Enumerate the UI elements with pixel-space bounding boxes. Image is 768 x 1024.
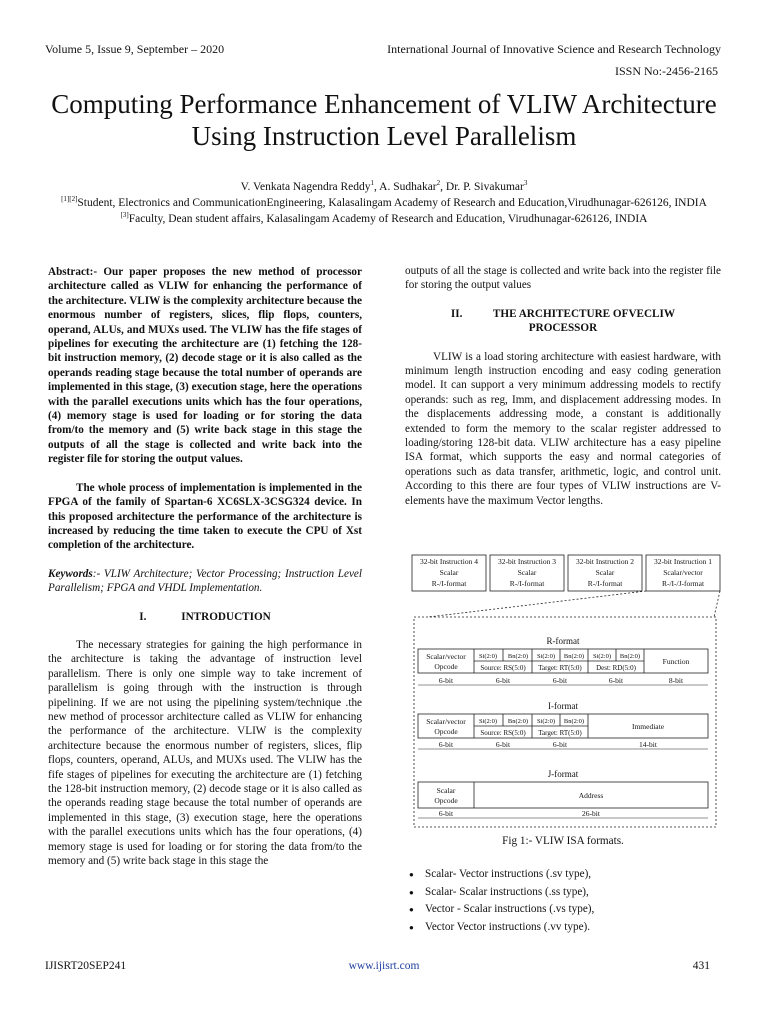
rformat-title: R-format xyxy=(546,636,580,646)
iformat-op1: Scalar/vector xyxy=(426,717,466,726)
section-2-heading xyxy=(405,307,721,336)
rformat-bit-2: 6-bit xyxy=(495,676,511,685)
issn: ISSN No:-2456-2165 xyxy=(614,64,718,78)
instr1-l1: 32-bit Instruction 1 xyxy=(654,557,712,566)
rformat-dst: Dest: RD(5:0) xyxy=(596,664,636,672)
instr4-l2: Scalar xyxy=(439,568,459,577)
journal-name: International Journal of Innovative Science and Research Technology xyxy=(387,42,721,56)
instr1-l2: Scalar/vector xyxy=(663,568,703,577)
keywords-label: Keywords xyxy=(48,567,93,580)
instr4-l3: R-/I-format xyxy=(431,579,467,588)
author-1: V. Venkata Nagendra Reddy xyxy=(240,181,371,193)
rformat-b2: Bn(2:0) xyxy=(563,653,585,660)
spacer xyxy=(48,467,362,481)
keywords xyxy=(48,567,362,596)
jformat-addr: Address xyxy=(578,791,604,800)
section-1-heading xyxy=(48,610,362,624)
iformat-tgt: Target: RT(5:0) xyxy=(538,729,582,737)
journal-website-link[interactable]: www.ijisrt.com xyxy=(348,960,420,972)
iformat-bit-1: 6-bit xyxy=(438,740,454,749)
list-item: ● Scalar- Vector instructions (.sv type), xyxy=(405,866,725,884)
rformat-b3: Bn(2:0) xyxy=(619,653,641,660)
affiliation-2-text: Faculty, Dean student affairs, Kalasalingam Academy of Research and Education, Virudhunagar-626126, INDIA xyxy=(128,213,648,225)
authors-block xyxy=(40,180,728,228)
iformat-s2: Si(2:0) xyxy=(536,718,556,725)
section-1-number: I. xyxy=(139,610,147,623)
abstract-paragraph-2: The whole process of implementation is implemented in the FPGA of the family of Spartan-6 XC6SLX-3CSG324 device. In this proposed architecture the performance of the architecture is increased by reducing the time taken to execute the CPU of Xst completion of the architecture. xyxy=(48,481,362,552)
jformat-title: J-format xyxy=(547,769,579,779)
rformat-s2: Si(2:0) xyxy=(536,653,556,660)
iformat-op2: Opcode xyxy=(434,727,458,736)
section-2-number: II. xyxy=(450,307,463,320)
rformat-bit-3: 6-bit xyxy=(552,676,568,685)
instr1-l3: R-/I-/J-format xyxy=(661,579,705,588)
instr2-l1: 32-bit Instruction 2 xyxy=(576,557,634,566)
author-2: , A. Sudhakar xyxy=(374,181,437,193)
rformat-bit-1: 6-bit xyxy=(438,676,454,685)
jformat-op1: Scalar xyxy=(436,786,456,795)
affiliation-1-text: Student, Electronics and CommunicationEngineering, Kalasalingam Academy of Research and Education,Virudhunagar-626126, INDIA xyxy=(77,197,707,209)
left-column xyxy=(48,265,362,868)
rformat-bit-5: 8-bit xyxy=(668,676,684,685)
list-item: ● Vector Vector instructions (.vv type). xyxy=(405,919,725,937)
journal-volume: Volume 5, Issue 9, September – 2020 xyxy=(45,42,225,56)
list-item: ● Vector - Scalar instructions (.vs type), xyxy=(405,901,725,919)
rformat-op1: Scalar/vector xyxy=(426,652,466,661)
instruction-type-list xyxy=(405,866,725,936)
rformat-op2: Opcode xyxy=(434,662,458,671)
rformat-tgt: Target: RT(5:0) xyxy=(538,664,582,672)
section-1-title: INTRODUCTION xyxy=(181,610,271,623)
rformat-s3: Si(2:0) xyxy=(592,653,612,660)
spacer xyxy=(405,293,721,307)
instr3-l3: R-/I-format xyxy=(509,579,545,588)
affiliation-1-mark: [1][2] xyxy=(61,195,78,204)
affiliation-2-mark: [3] xyxy=(120,211,129,220)
jformat-box xyxy=(418,782,708,808)
dashed-link-right xyxy=(714,591,720,617)
paper-id: IJISRT20SEP241 xyxy=(45,960,127,972)
instr3-l2: Scalar xyxy=(517,568,537,577)
jformat-bit-1: 6-bit xyxy=(438,809,454,818)
architecture-paragraph: VLIW is a load storing architecture with easiest hardware, with minimum length instruction encoding and easy coding generation model. It can support a very minimum addressing models to rectify operands: such as reg, Imm, and displacement addressing modes. In the displacements addressing mode, a constant is additionally extended to form the memory to the scalar register addressed to loading/storing 128-bit data. VLIW architecture has a easy pipeline ISA format, which supports the easy and normal categories of operations such as data transfer, arithmetic, logic, and control unit. According to this there are four types of VLIW instructions are V- elements have the maximum Vector lengths. xyxy=(405,350,721,507)
iformat-bit-3: 6-bit xyxy=(552,740,568,749)
author-2-mark: 2 xyxy=(436,179,441,188)
introduction-paragraph: The necessary strategies for gaining the high performance in the architecture is taking the advantage of instruction level parallelism. There is only one simple way to take increment of parallelism is going through with the instruction is through pipelining. If we are not using the pipelining system/technique .the new method of processor architecture called as VLIW for enhancing the performance of the architecture. VLIW is the complexity architecture because the enormous number of registers, slices, flip flops, counters, operand, ALUs, and MUXs used. The VLIW has the fife stages of pipelines for executing the architecture are (1) fetching the 128-bit instruction memory, (2) decode stage or it is also called as the operands reading stage because the total number of operands are implemented in this stage, (3) execution stage, here the operations with the parallel executions units which has the four operations, (4) memory stage is used for loading or for storing the data from/to the memory and (5) write back stage in this stage the xyxy=(48,638,362,868)
iformat-bit-4: 14-bit xyxy=(639,740,657,749)
spacer xyxy=(405,336,721,350)
spacer xyxy=(48,624,362,638)
author-1-mark: 1 xyxy=(370,179,375,188)
instr3-l1: 32-bit Instruction 3 xyxy=(498,557,556,566)
right-column xyxy=(405,264,721,508)
paper-title: Computing Performance Enhancement of VLIW Architecture Using Instruction Level Parallelism xyxy=(51,89,717,151)
rformat-s1: Si(2:0) xyxy=(478,653,498,660)
instr2-l2: Scalar xyxy=(595,568,615,577)
page-number: 431 xyxy=(692,960,710,972)
figure-caption: Fig 1:- VLIW ISA formats. xyxy=(502,835,624,847)
section-2-title: THE ARCHITECTURE OFVECLIW PROCESSOR xyxy=(492,307,676,335)
keywords-text: :- VLIW Architecture; Vector Processing; Instruction Level Parallelism; FPGA and VHDL Implementation. xyxy=(48,567,362,595)
rformat-func: Function xyxy=(662,657,690,666)
instr2-l3: R-/I-format xyxy=(587,579,623,588)
iformat-bit-2: 6-bit xyxy=(495,740,511,749)
dashed-link-left xyxy=(428,591,646,617)
iformat-src: Source: RS(5:0) xyxy=(480,729,526,737)
list-item: ● Scalar- Scalar instructions (.ss type), xyxy=(405,884,725,902)
author-3: , Dr. P. Sivakumar xyxy=(440,181,524,193)
jformat-bit-2: 26-bit xyxy=(582,809,600,818)
rformat-bit-4: 6-bit xyxy=(608,676,624,685)
spacer xyxy=(48,596,362,610)
iformat-b2: Bn(2:0) xyxy=(563,718,585,725)
abstract-paragraph-1: Abstract:- Our paper proposes the new method of processor architecture called as VLIW for enhancing the performance of the architecture. VLIW is the complexity architecture because the enormous number of registers, slices, flip flops, counters, operand, ALUs, and MUXs used. The VLIW has the fife stages of pipelines for executing the architecture are (1) fetching the 128-bit instruction memory, (2) decode stage or it is also called as the operands reading stage because the total number of operands are implemented in this stage, (3) execution stage, here the operations with the parallel executions units which has the four operations, (4) memory stage is used for loading or for storing the data from/to the memory and (5) write back stage in this stage the outputs of all the stage is collected and write back into the register file for storing the output values. xyxy=(48,266,362,466)
iformat-title: I-format xyxy=(548,701,578,711)
iformat-s1: Si(2:0) xyxy=(478,718,498,725)
iformat-imm: Immediate xyxy=(631,722,665,731)
continued-paragraph: outputs of all the stage is collected and write back into the register file for storing the output values xyxy=(405,265,721,292)
iformat-b1: Bn(2:0) xyxy=(507,718,529,725)
instr4-l1: 32-bit Instruction 4 xyxy=(420,557,478,566)
author-line xyxy=(40,180,728,194)
affiliation-1 xyxy=(40,196,728,210)
author-3-mark: 3 xyxy=(523,179,528,188)
spacer xyxy=(48,553,362,567)
rformat-src: Source: RS(5:0) xyxy=(480,664,526,672)
affiliation-2 xyxy=(40,212,728,226)
isa-format-figure xyxy=(410,545,722,830)
jformat-op2: Opcode xyxy=(434,796,458,805)
rformat-b1: Bn(2:0) xyxy=(507,653,529,660)
